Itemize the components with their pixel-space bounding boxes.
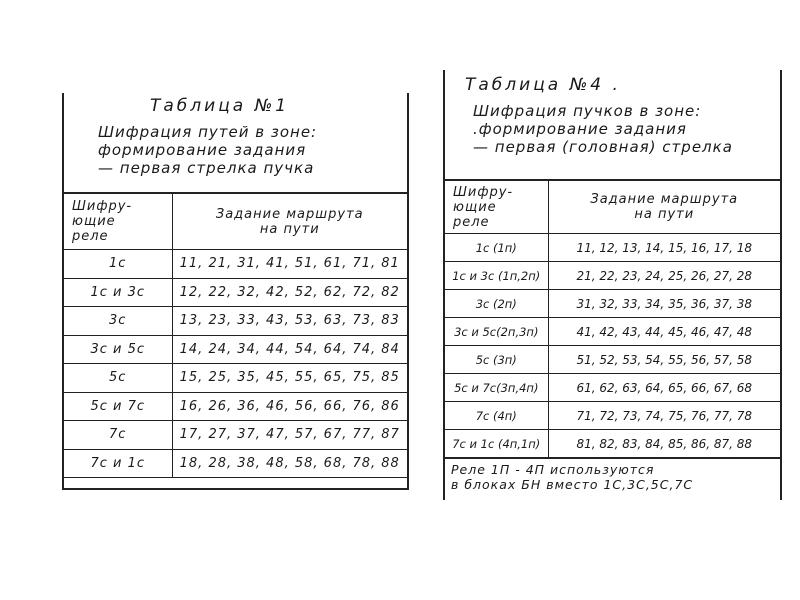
table-row: [445, 346, 780, 374]
table-row: [445, 402, 780, 430]
footnote-line-1: Реле 1П - 4П используются: [451, 462, 655, 477]
table-1-grid: [64, 192, 407, 478]
table-row: [64, 364, 407, 393]
relay-cell: 5с (3п): [445, 346, 548, 374]
relay-cell: 3с (2п): [445, 290, 548, 318]
relay-cell: 3с и 5с(2п,3п): [445, 318, 548, 346]
table-4-title: Таблица №4 .: [465, 75, 621, 95]
relay-cell: 5с и 7с(3п,4п): [445, 374, 548, 402]
relay-cell: 5с: [64, 364, 172, 393]
routes-cell: 11, 21, 31, 41, 51, 61, 71, 81: [172, 250, 407, 279]
table-row: [64, 421, 407, 450]
table-4-caption-line-2: .формирование задания: [473, 120, 687, 138]
relay-cell: 7с (4п): [445, 402, 548, 430]
table-row: [64, 278, 407, 307]
table-row: [445, 290, 780, 318]
table-row: [445, 318, 780, 346]
table-4-footnote: [445, 458, 780, 492]
relay-cell: 1с: [64, 250, 172, 279]
table-1-caption-line-3: — первая стрелка пучка: [98, 159, 315, 177]
routes-cell: 21, 22, 23, 24, 25, 26, 27, 28: [548, 262, 780, 290]
table-4-caption-line-3: — первая (головная) стрелка: [473, 138, 733, 156]
routes-cell: 51, 52, 53, 54, 55, 56, 57, 58: [548, 346, 780, 374]
table-row: [64, 335, 407, 364]
relay-cell: 3с и 5с: [64, 335, 172, 364]
relay-cell: 7с и 1с (4п,1п): [445, 430, 548, 458]
routes-cell: 31, 32, 33, 34, 35, 36, 37, 38: [548, 290, 780, 318]
routes-cell: 61, 62, 63, 64, 65, 66, 67, 68: [548, 374, 780, 402]
table-1-caption-line-2: формирование задания: [98, 141, 307, 159]
table-4-grid: [445, 179, 780, 458]
column-header-relays: Шифру- ющие реле: [445, 180, 548, 234]
table-row: [445, 234, 780, 262]
routes-cell: 41, 42, 43, 44, 45, 46, 47, 48: [548, 318, 780, 346]
relay-cell: 7с и 1с: [64, 449, 172, 478]
relay-cell: 7с: [64, 421, 172, 450]
relay-cell: 1с (1п): [445, 234, 548, 262]
column-header-routes: Задание маршрута на пути: [172, 193, 407, 250]
table-4-header-row: [445, 180, 780, 234]
table-1-sheet: [62, 93, 409, 490]
routes-cell: 81, 82, 83, 84, 85, 86, 87, 88: [548, 430, 780, 458]
column-header-routes: Задание маршрута на пути: [548, 180, 780, 234]
table-row: [64, 250, 407, 279]
routes-cell: 16, 26, 36, 46, 56, 66, 76, 86: [172, 392, 407, 421]
table-1-title: Таблица №1: [150, 96, 290, 116]
table-4-header: [445, 70, 780, 179]
relay-cell: 1с и 3с: [64, 278, 172, 307]
table-1-caption-line-1: Шифрация путей в зоне:: [98, 123, 318, 141]
table-row: [64, 307, 407, 336]
table-row: [64, 449, 407, 478]
footnote-line-2: в блоках БН вместо 1С,3С,5С,7С: [451, 477, 694, 492]
routes-cell: 17, 27, 37, 47, 57, 67, 77, 87: [172, 421, 407, 450]
routes-cell: 13, 23, 33, 43, 53, 63, 73, 83: [172, 307, 407, 336]
routes-cell: 15, 25, 35, 45, 55, 65, 75, 85: [172, 364, 407, 393]
relay-cell: 5с и 7с: [64, 392, 172, 421]
relay-cell: 3с: [64, 307, 172, 336]
routes-cell: 18, 28, 38, 48, 58, 68, 78, 88: [172, 449, 407, 478]
routes-cell: 71, 72, 73, 74, 75, 76, 77, 78: [548, 402, 780, 430]
column-header-relays: Шифру- ющие реле: [64, 193, 172, 250]
table-1-header-row: [64, 193, 407, 250]
routes-cell: 12, 22, 32, 42, 52, 62, 72, 82: [172, 278, 407, 307]
table-row: [445, 262, 780, 290]
relay-cell: 1с и 3с (1п,2п): [445, 262, 548, 290]
routes-cell: 14, 24, 34, 44, 54, 64, 74, 84: [172, 335, 407, 364]
table-row: [445, 430, 780, 458]
table-4-sheet: [443, 70, 782, 500]
routes-cell: 11, 12, 13, 14, 15, 16, 17, 18: [548, 234, 780, 262]
table-row: [64, 392, 407, 421]
table-1-header: [64, 93, 407, 192]
table-4-caption-line-1: Шифрация пучков в зоне:: [473, 102, 702, 120]
table-row: [445, 374, 780, 402]
